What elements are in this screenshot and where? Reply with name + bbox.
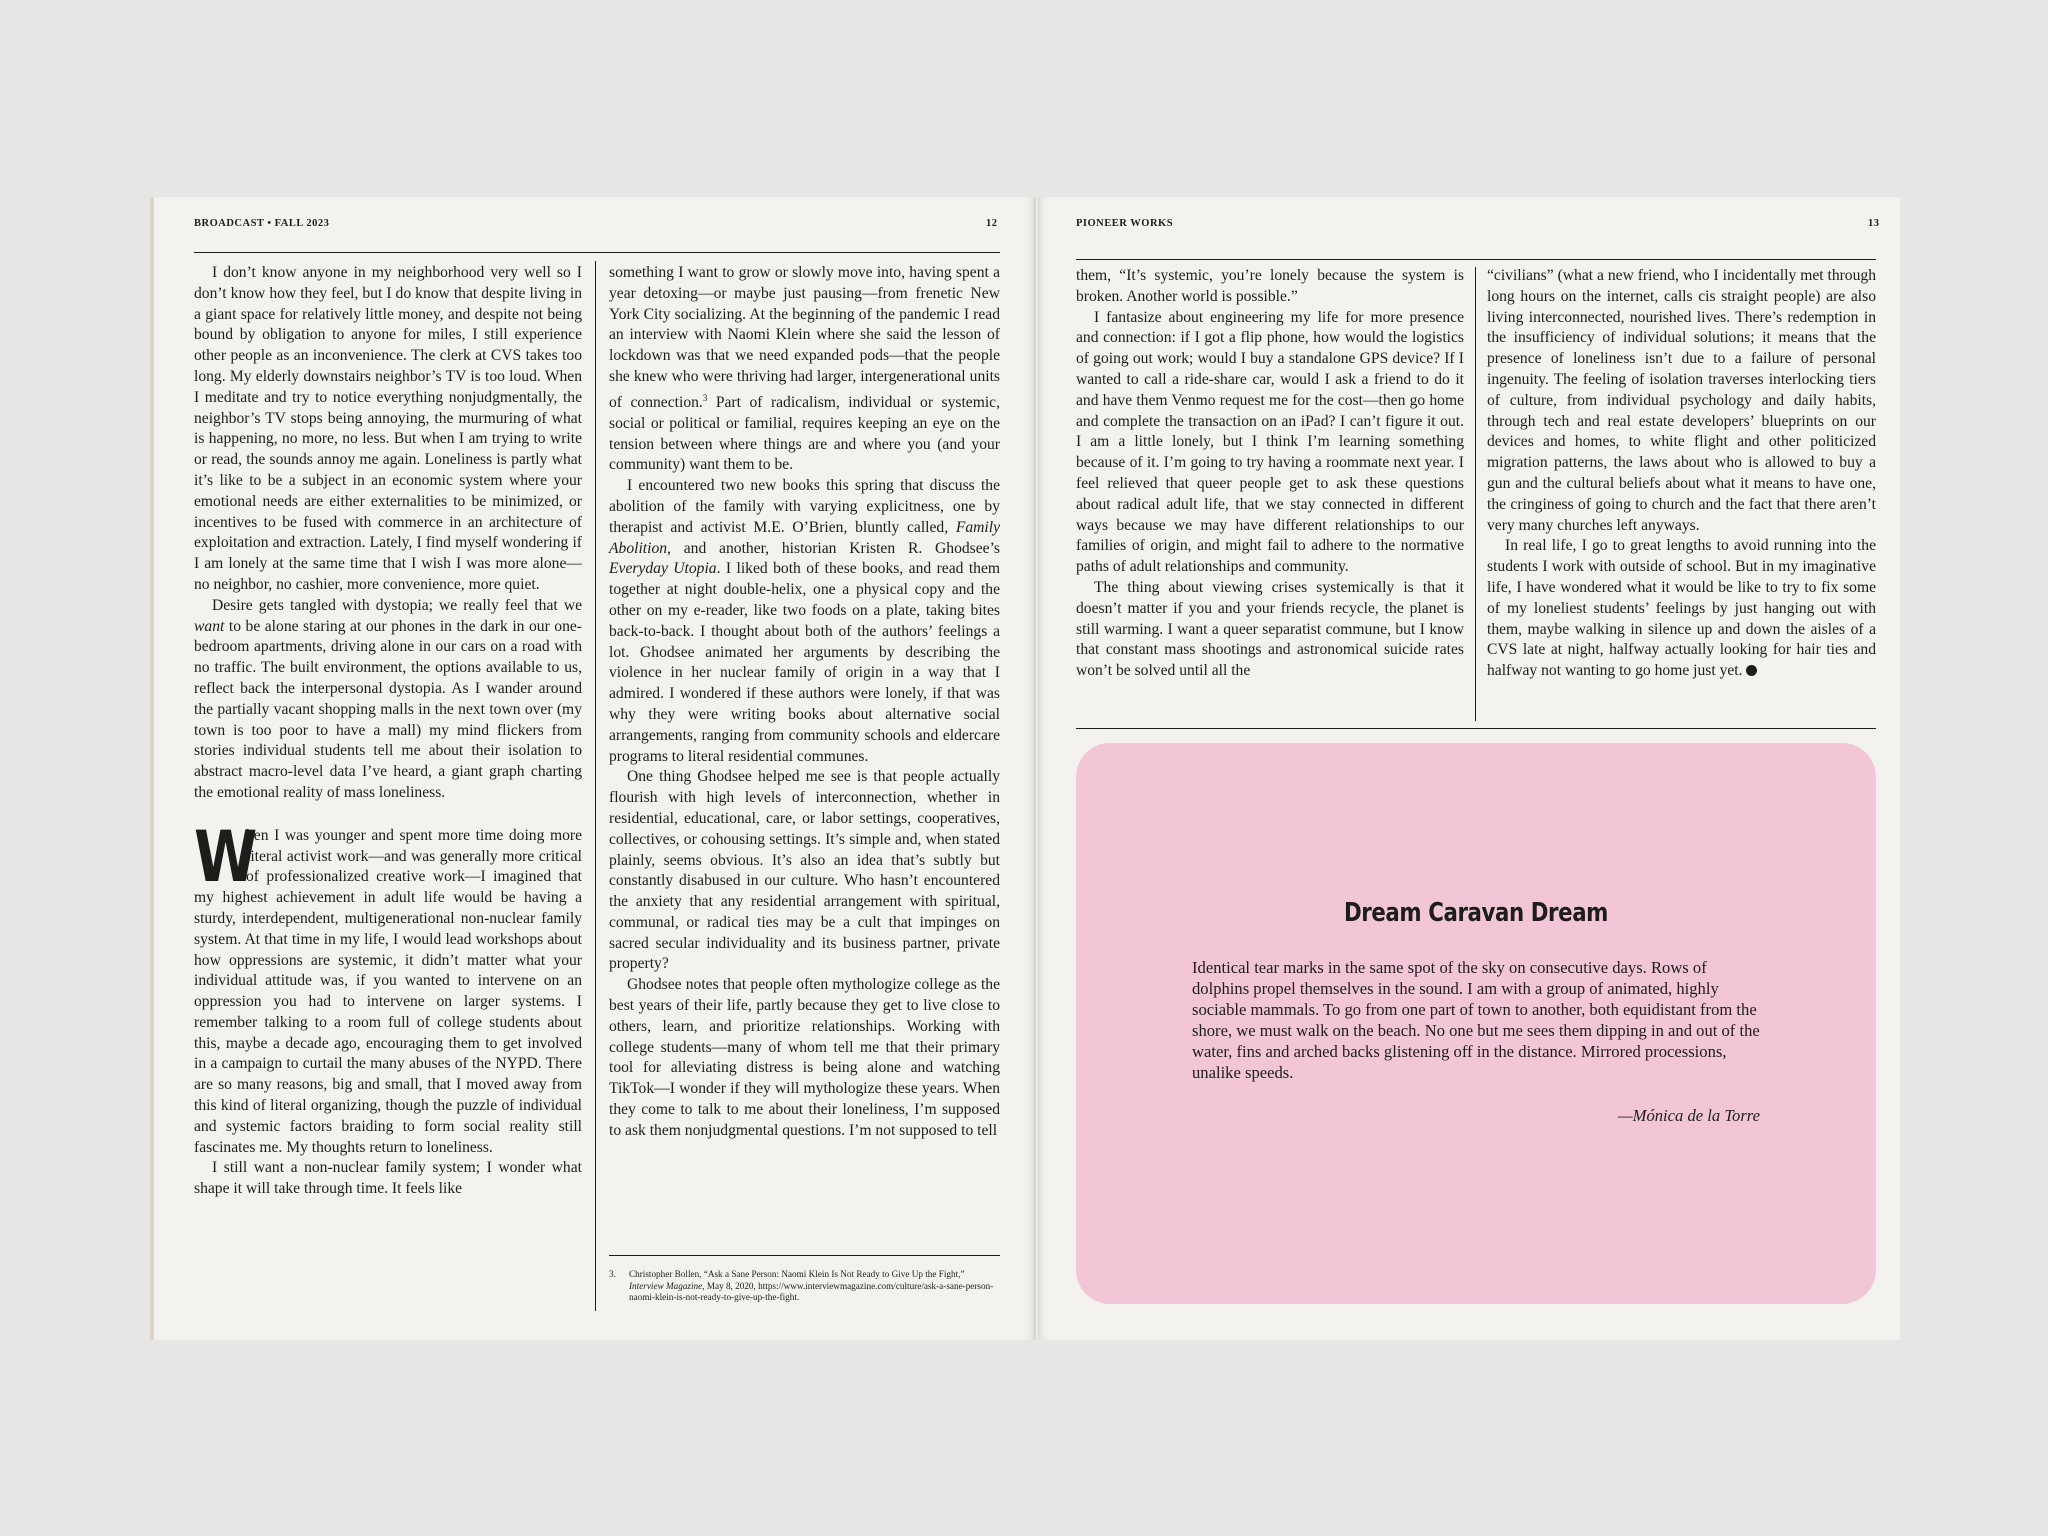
paragraph: One thing Ghodsee helped me see is that people actually flourish with high levels of interconnection, whether in residential, educational, care, or labor settings, cooperatives, collectives, or cohousing settings. It’s simple and, when stated plainly, seems obvious. It’s also an idea that’s subtly but constantly disabused in our culture. Who hasn’t encountered the anxiety that any residential arrangement with spiritual, communal, or radical ties may be a cult that impinges on sacred secular individuality and its business partner, private property?	[609, 768, 1000, 973]
left-column-1	[194, 263, 582, 1200]
paragraph: I encountered two new books this spring that discuss the abolition of the family with varying explicitness, one by therapist and activist M.E. O’Brien, bluntly called, Family Abolition, and another, historian Kristen R. Ghodsee’s Everyday Utopia. I liked both of these books, and read them together at night double-helix, one a physical copy and the other on my e-reader, like two foods on a plate, taking bites back-to-back. I thought about both of the authors’ feelings a lot. Ghodsee animated her arguments by describing the violence in her nuclear family of origin in a way that I admired. I wondered if these authors were lonely, if that was why they were writing books about alternative social arrangements, ranging from community schools and eldercare programs to literal residential communes.	[609, 477, 1000, 765]
paragraph: Ghodsee notes that people often mythologize college as the best years of their life, partly because they get to live close to others, learn, and prioritize relationships. Working with college students—many of whom tell me that their primary tool for alleviating distress is being alone and watching TikTok—I wonder if they will mythologize these years. When they come to talk to me about their loneliness, I’m supposed to ask them nonjudgmental questions. I’m not supposed to tell	[609, 976, 1000, 1139]
paragraph: Desire gets tangled with dystopia; we really feel that we want to be alone staring at our phones in the dark in our one-bedroom apartments, driving alone in our cars on a road with no traffic. The built environment, the options available to us, reflect back the interpersonal dystopia. As I wander around the partially vacant shopping malls in the next town over (my town is too poor to have a mall) my mind flickers from stories individual students tell me about their isolation to abstract macro-level data I’ve heard, a giant graph charting the emotional reality of mass loneliness.	[194, 596, 582, 801]
left-page	[150, 197, 1035, 1340]
paragraph: I don’t know anyone in my neighborhood very well so I don’t know how they feel, but I do know that despite living in a giant space for relatively little money, and despite not being bound by obligation to anyone for miles, I still experience other people as an inconvenience. The clerk at CVS takes too long. My elderly downstairs neighbor’s TV is too loud. When I meditate and try to notice everything nonjudgmentally, the neighbor’s TV stops being annoying, the murmuring of what is happening, no more, no less. But when I am trying to write or read, the sounds annoy me again. Loneliness is partly what it’s like to be a subject in an economic system where your emotional needs are either externalities to be minimized, or incentives to be fused with commerce in an architecture of exploitation and extraction. Lately, I find myself wondering if I am lonely at the same time that I wish I was more alone—no neighbor, no cashier, more convenience, more quiet.	[194, 264, 582, 593]
page-number-left: 12	[986, 218, 998, 229]
header-rule-right	[1076, 259, 1876, 260]
footnote-rule	[609, 1255, 1000, 1256]
paragraph: In real life, I go to great lengths to avoid running into the students I work with outside of school. But in my imaginative life, I have wondered what it would be like to try to fix some of my loneliest students’ feelings by just hanging out with them, maybe walking in silence up and down the aisles of a CVS late at night, halfway actually looking for hair ties and halfway not wanting to go home just yet.	[1487, 537, 1876, 680]
paragraph: something I want to grow or slowly move into, having spent a year detoxing—or maybe just pausing—from frenetic New York City socializing. At the beginning of the pandemic I read an interview with Naomi Klein where she said the lesson of lockdown was that we need expanded pods—that the people she knew who were thriving had larger, intergenerational units of connection.$^3$ Part of radicalism, individual or systemic, social or political or familial, requires keeping an eye on the tension between where things are and where you (and your community) want them to be.	[609, 264, 1000, 474]
column-divider-left	[595, 261, 596, 1311]
running-head-left: BROADCAST • FALL 2023	[194, 218, 330, 229]
paragraph-dropcap: W hen I was younger and spent more time doing more literal activist work—and was generally more critical of professionalized creative work—I imagined that my highest achievement in adult life would be having a sturdy, interdependent, multigenerational non-nuclear family system. At that time in my life, I would lead workshops about how oppressions are systemic, it didn’t matter what your individual attitude was, if you wanted to intervene on an oppression you had to intervene on larger systems. I remember talking to a room full of college students about this, maybe a decade ago, encouraging them to get involved in a campaign to curtail the many abuses of the NYPD. There are so many reasons, big and small, that I moved away from this kind of literal organizing, though the puzzle of individual and systemic factors braiding to form social reality still fascinates me. My thoughts return to loneliness.	[194, 815, 582, 1156]
footnote-ref: 3	[702, 392, 708, 403]
poem-author: —Mónica de la Torre	[1617, 1106, 1760, 1125]
page-number-right: 13	[1868, 218, 1880, 229]
drop-cap: W	[194, 815, 255, 898]
poem-box	[1076, 743, 1876, 1304]
paragraph: them, “It’s systemic, you’re lonely because the system is broken. Another world is possible.”	[1076, 267, 1464, 305]
paragraph: I fantasize about engineering my life for more presence and connection: if I got a flip phone, how would the logistics of going out work; would I buy a standalone GPS device? If I wanted to call a ride-share car, would I ask a friend to do it and have them Venmo request me for the cost—then go home and complete the transaction on an iPad? I can’t figure it out. I am a little lonely, but I think I’m learning something because of it. I’m going to try having a roommate next year. I feel relieved that queer people get to ask these questions about radical adult life, that we stay connected in different ways because we may have different relationships to our families of origin, and might fail to adhere to the normative paths of adult relationships and community.	[1076, 308, 1464, 576]
right-page	[1038, 197, 1900, 1340]
end-mark-icon	[1746, 665, 1757, 676]
poem-body: Identical tear marks in the same spot of the sky on consecutive days. Rows of dolphins propel themselves in the sound. I am with a group of animated, highly sociable mammals. To go from one part of town to another, both equidistant from the shore, we must walk on the beach. No one but me sees them dipping in and out of the water, fins and arched backs glistening off in the distance. Mirrored processions, unalike speeds.	[1192, 958, 1760, 1082]
column-divider-right	[1475, 267, 1476, 721]
paragraph: The thing about viewing crises systemically is that it doesn’t matter if you and your friends recycle, the planet is still warming. I want a queer separatist commune, but I know that constant mass shootings and astronomical suicide rates won’t be solved until all the	[1076, 578, 1464, 680]
footnote: 3. Christopher Bollen, “Ask a Sane Person: Naomi Klein Is Not Ready to Give Up the Fight,” Interview Magazine, May 8, 2020, https://www.interviewmagazine.com/culture/ask-a-sane-person-naomi-klein-is-not-ready-to-give-up-the-fight.	[609, 1269, 994, 1302]
right-column-2	[1487, 266, 1876, 682]
running-head-right: PIONEER WORKS	[1076, 218, 1174, 229]
right-column-1	[1076, 266, 1464, 682]
section-rule	[1076, 728, 1876, 729]
paragraph: I still want a non-nuclear family system; I wonder what shape it will take through time. It feels like	[194, 1159, 582, 1198]
poem-title: Dream Caravan Dream	[1343, 898, 1608, 928]
paragraph: “civilians” (what a new friend, who I incidentally met through long hours on the internet, calls cis straight people) are also living interconnected, nourished lives. There’s redemption in the insufficiency of individual solutions; it means that the presence of loneliness isn’t due to a failure of personal ingenuity. The feeling of isolation traverses interlocking tiers of culture, from individual psychology and daily habits, through tech and real estate developers’ blueprints on our devices and homes, to white flight and other politicized migration patterns, the laws about who is allowed to buy a gun and the cultural beliefs about what it means to have one, the cringiness of going to church and the fact that there aren’t very many churches left anyways.	[1487, 267, 1876, 534]
header-rule-left	[194, 252, 1000, 253]
left-column-2	[609, 263, 1000, 1142]
